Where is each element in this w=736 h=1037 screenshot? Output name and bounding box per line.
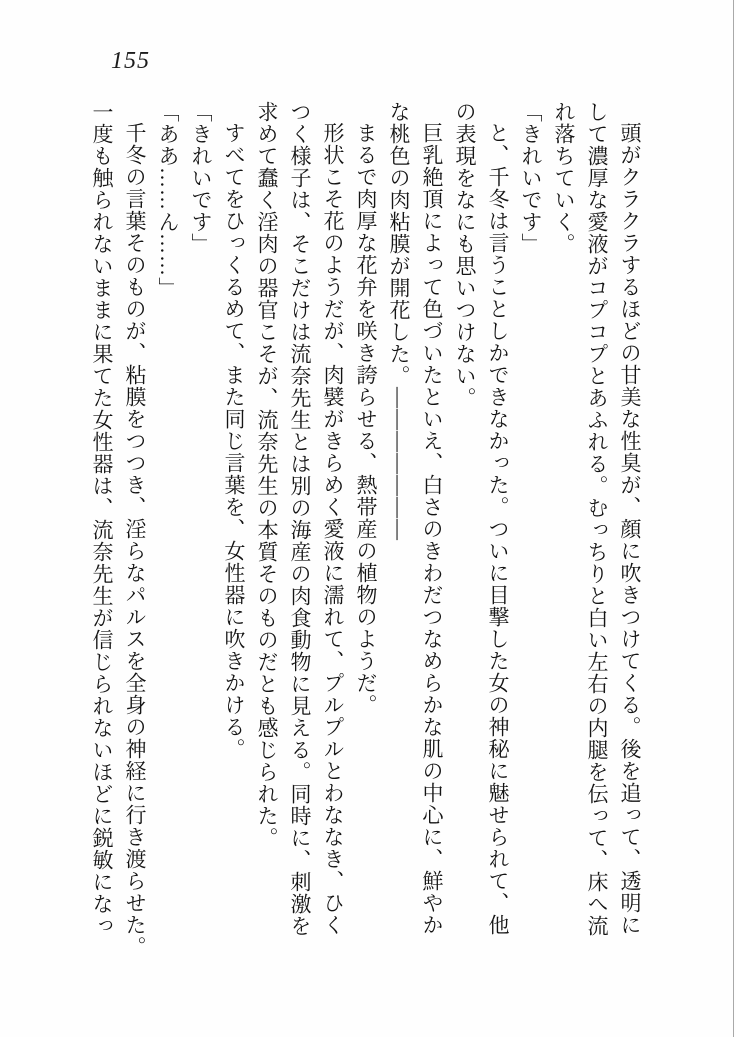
text-column: して濃厚な愛液がコプコプとあふれる。むっちりと白い左右の内腿を伝って、床へ流: [585, 101, 609, 937]
text-column: 形状こそ花のようだが、肉襞がきらめく愛液に濡れて、プルプルとわななき、ひく: [321, 122, 345, 936]
text-column: 千冬の言葉そのものが、粘膜をつつき、淫らなパルスを全身の神経に行き渡らせた。: [123, 122, 147, 958]
text-column: すべてをひっくるめて、また同じ言葉を、女性器に吹きかける。: [222, 122, 246, 760]
text-column-dialogue: 「きれいです」: [519, 101, 543, 255]
text-column: れ落ちていく。: [552, 101, 576, 255]
text-column: 巨乳絶頂によって色づいたといえ、白さのきわだつなめらかな肌の中心に、鮮やか: [420, 122, 444, 936]
text-column-dialogue: 「きれいです」: [189, 101, 213, 255]
text-column: 一度も触られないままに果てた女性器は、流奈先生が信じられないほどに鋭敏になっ: [90, 101, 114, 937]
text-column-with-dash: な桃色の肉粘膜が開花した。―――――――: [387, 101, 411, 541]
text-column: まるで肉厚な花弁を咲き誇らせる、熱帯産の植物のようだ。: [354, 122, 378, 716]
text-column: つく様子は、そこだけは流奈先生とは別の海産の肉食動物に見える。同時に、刺激を: [288, 101, 312, 937]
vertical-text-block: [85, 101, 646, 958]
text-column: 求めて蠢く淫肉の器官こそが、流奈先生の本質そのものだとも感じられた。: [255, 101, 279, 849]
text-column: 頭がクラクラするほどの甘美な性臭が、顔に吹きつけてくる。後を追って、透明に: [618, 122, 642, 936]
text-column-dialogue: 「ああ……ん……」: [156, 101, 180, 299]
page-number: 155: [111, 48, 150, 74]
text-column: の表現をなにも思いつけない。: [453, 101, 477, 409]
text-column: と、千冬は言うことしかできなかった。ついに目撃した女の神秘に魅せられて、他: [486, 122, 510, 936]
page-edge-divider: [733, 0, 734, 1037]
